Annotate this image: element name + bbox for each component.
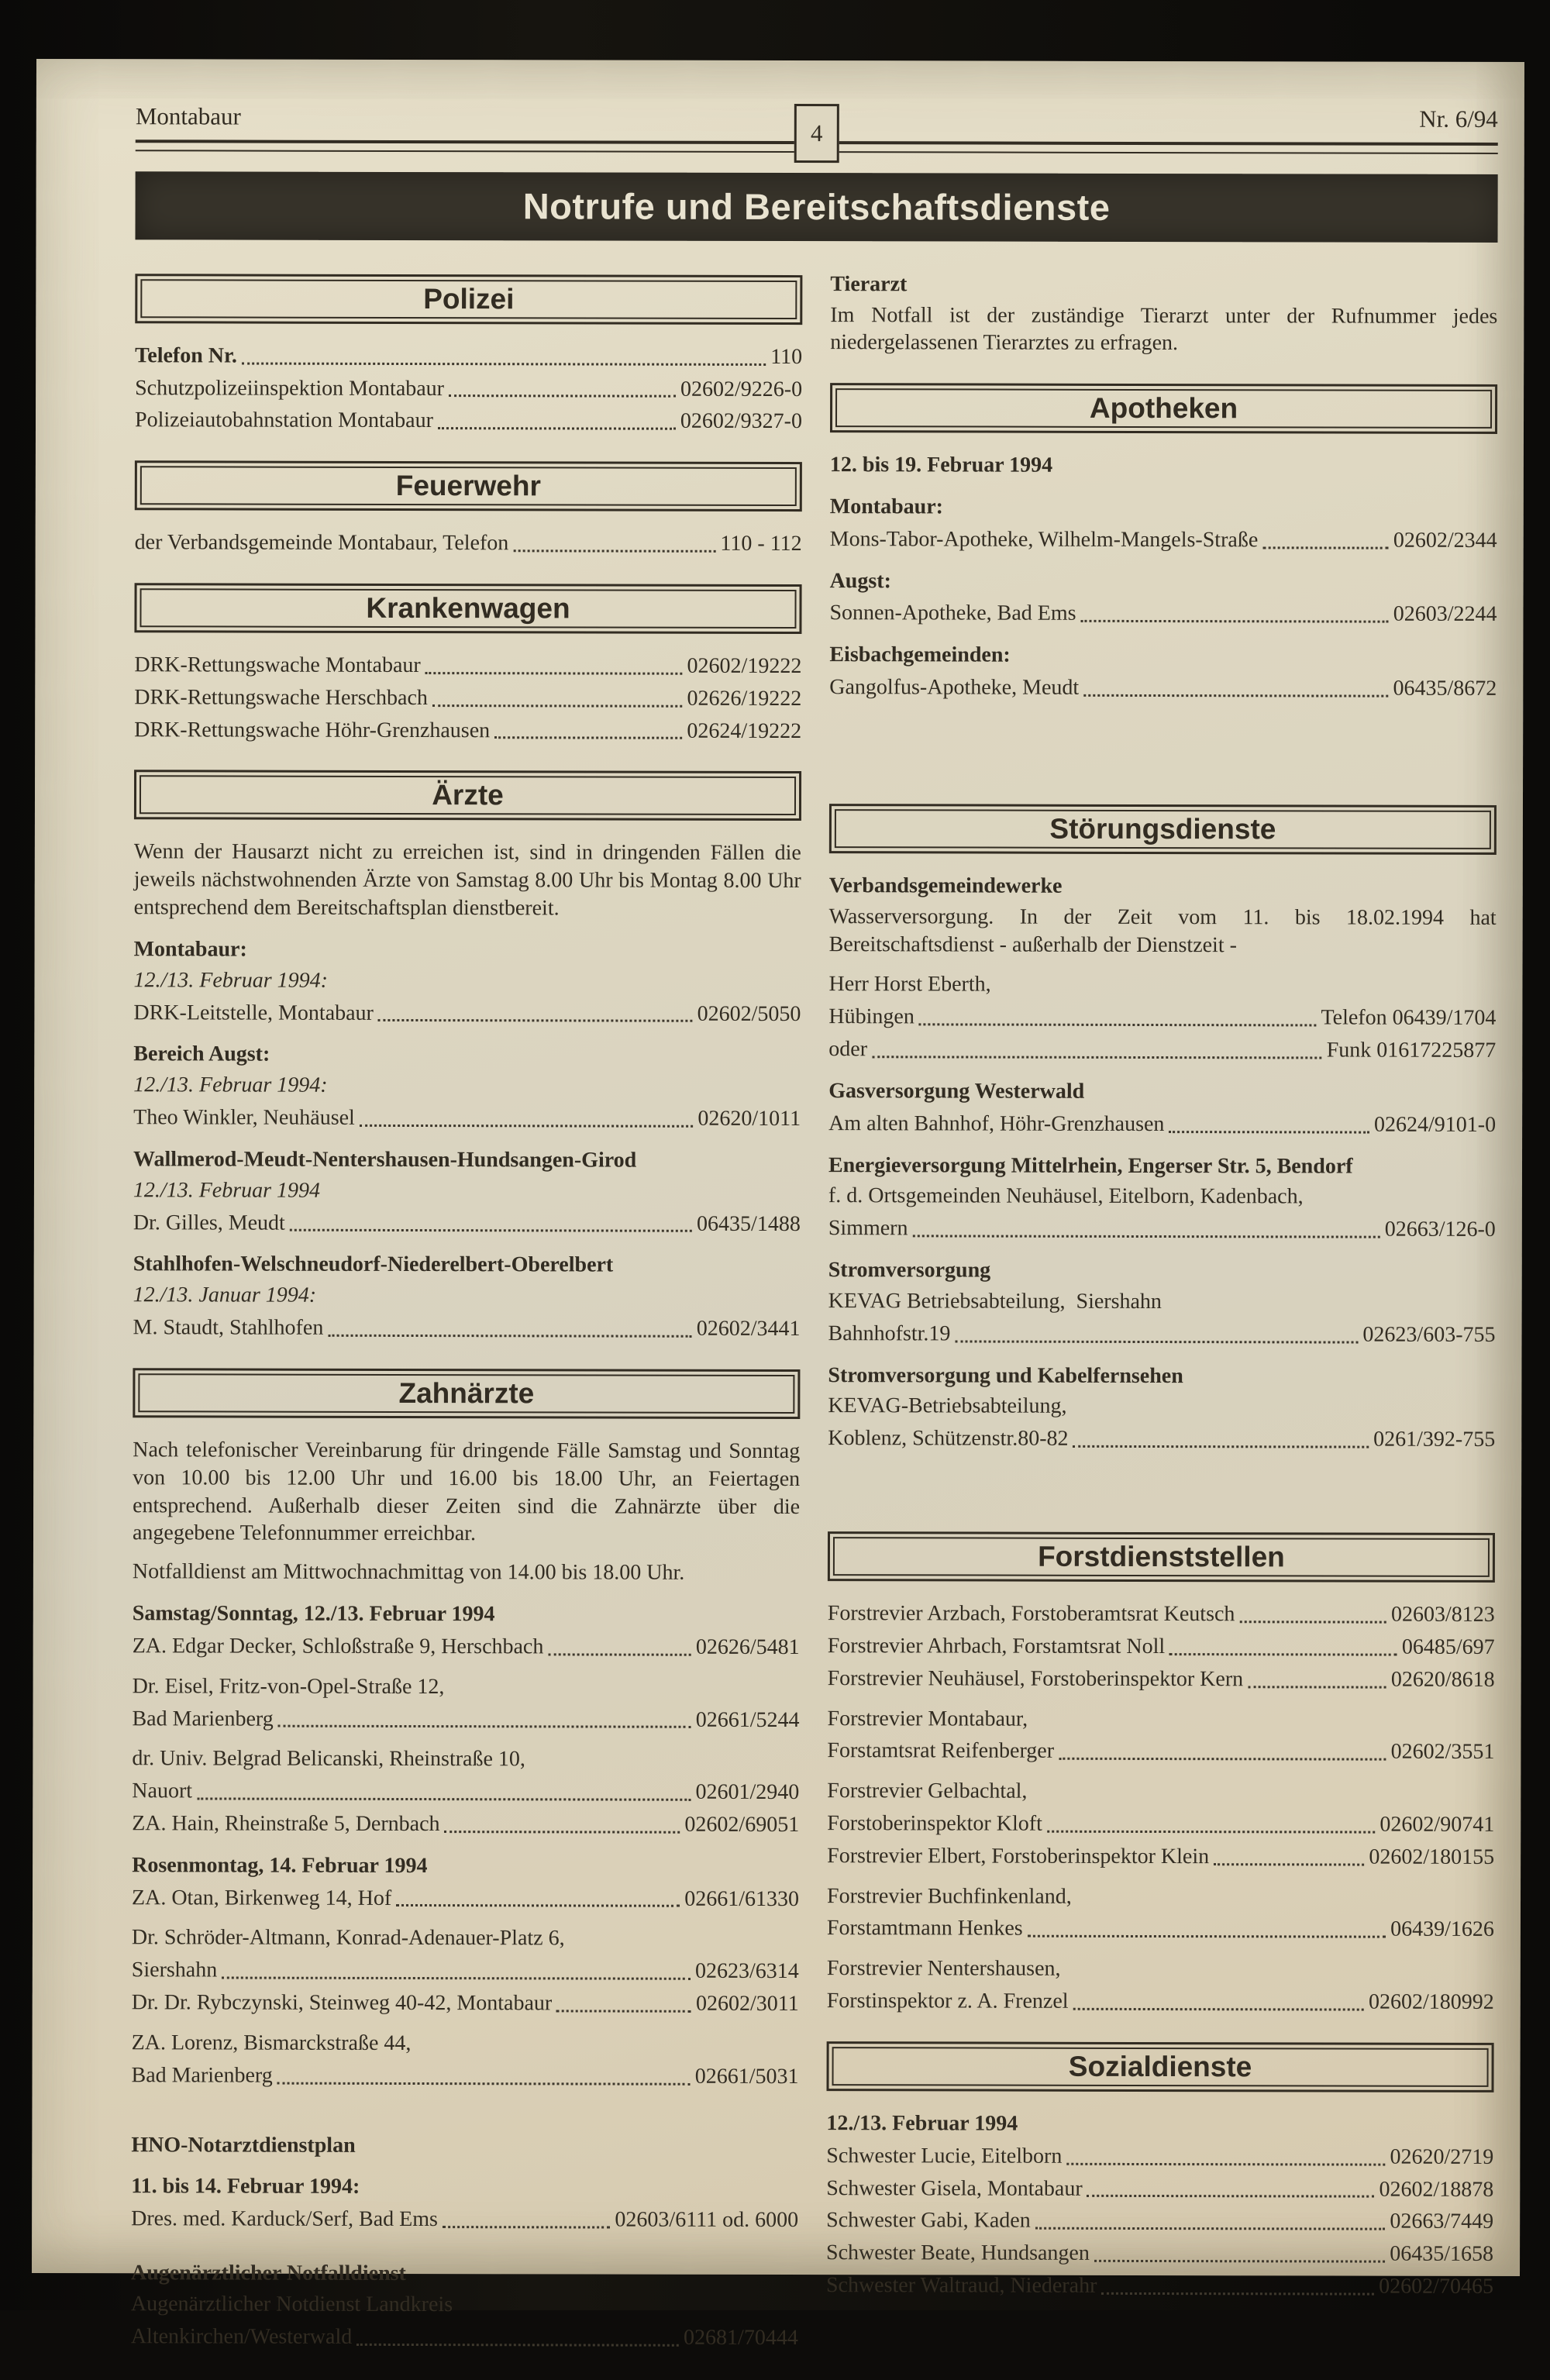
page-banner-title: Notrufe und Bereitschaftsdienste: [522, 184, 1111, 228]
section: [827, 1531, 1495, 2017]
dot-leader: [356, 2343, 679, 2346]
dot-leader: [449, 394, 676, 398]
entry-continuation: Forstrevier Buchfinkenland,: [826, 1883, 1072, 1909]
entry-label: Forstrevier Neuhäusel, Forstoberinspektor Kern: [827, 1665, 1244, 1691]
entry-label: Forstinspektor z. A. Frenzel: [826, 1989, 1069, 2013]
entry-continuation: Forstrevier Nentershausen,: [826, 1956, 1061, 1982]
entry-phone: 06435/8672: [1393, 676, 1497, 701]
paragraph: Wenn der Hausarzt nicht zu erreichen ist, sind in dringenden Fällen die jeweils nächstwohnenden Ärzte von Samstag 8.00 Uhr bis Montag 8.00 Uhr entsprechend dem Bereitschaftsplan dienstbereit.: [133, 839, 801, 921]
entry-label: Forstrevier Elbert, Forstoberinspektor Klein: [827, 1843, 1210, 1869]
entry-label: Bad Marienberg: [132, 1706, 274, 1731]
section: [135, 274, 802, 436]
spacer: [828, 1457, 1495, 1507]
dot-leader: [1083, 694, 1388, 697]
section-header-box: [135, 460, 802, 511]
entry-label: Forstamtmann Henkes: [826, 1916, 1023, 1941]
directory-entry: [133, 999, 801, 1028]
entry-phone: Telefon 06439/1704: [1321, 1005, 1497, 1031]
paper-sheet: [32, 59, 1524, 2350]
entry-label: Bad Marienberg: [131, 2063, 273, 2088]
entry-label: Forstamtsrat Reifenberger: [827, 1738, 1055, 1764]
entry-continuation: KEVAG Betriebsabteilung, Siershahn: [828, 1289, 1162, 1314]
entry-phone: 06435/1488: [697, 1211, 801, 1236]
entry-label: Sonnen-Apotheke, Bad Ems: [829, 601, 1076, 626]
dot-leader: [425, 672, 683, 675]
dot-leader: [277, 2082, 691, 2085]
entry-phone: 02661/5244: [695, 1707, 800, 1732]
directory-entry: [135, 374, 802, 404]
entry-continuation: Dr. Schröder-Altmann, Konrad-Adenauer-Platz 6,: [131, 1925, 565, 1951]
section: [133, 770, 802, 1343]
entry-label: Schwester Waltraud, Niederahr: [825, 2273, 1097, 2298]
entry-phone: 02601/2940: [695, 1779, 800, 1805]
section-title: Forstdienststellen: [1038, 1540, 1285, 1573]
dot-leader: [1101, 2292, 1374, 2296]
dot-leader: [1248, 1686, 1386, 1688]
entry-phone: 02663/7449: [1390, 2210, 1494, 2234]
page-banner: [136, 171, 1498, 243]
entry-phone: 02602/69051: [684, 1812, 800, 1838]
entry-label: Forstrevier Arzbach, Forstoberamtsrat Keutsch: [827, 1601, 1235, 1627]
dot-leader: [1073, 2008, 1364, 2011]
dot-leader: [1047, 1831, 1376, 1834]
section-title: Ärzte: [432, 779, 504, 811]
dot-leader: [912, 1235, 1380, 1238]
dot-leader: [1169, 1131, 1369, 1134]
dot-leader: [1066, 2162, 1385, 2165]
entry-phone: 02602/180992: [1368, 1989, 1494, 2015]
directory-entry: [135, 342, 802, 371]
entry-continuation: dr. Univ. Belgrad Belicanski, Rheinstraße 10,: [132, 1746, 525, 1772]
directory-entry: [133, 1632, 800, 1662]
directory-entry: [827, 1737, 1494, 1766]
entry-phone: 02603/2244: [1393, 602, 1497, 627]
dot-leader: [278, 1725, 691, 1728]
entry-phone: 02602/9327-0: [680, 409, 803, 434]
directory-entry: [830, 525, 1497, 555]
dot-leader: [432, 704, 683, 708]
directory-entry: [132, 1989, 799, 2018]
subheading: Energieversorgung Mittelrhein, Engerser Str. 5, Bendorf: [828, 1152, 1353, 1179]
entry-phone: 02602/9226-0: [680, 377, 803, 401]
directory-entry: [131, 2323, 798, 2352]
subheading: Bereich Augst:: [133, 1042, 270, 1067]
directory-entry: [133, 1104, 801, 1133]
entry-continuation: KEVAG-Betriebsabteilung,: [828, 1393, 1067, 1419]
date-line: 12./13. Januar 1994:: [133, 1283, 317, 1307]
entry-label: Gangolfus-Apotheke, Meudt: [829, 675, 1080, 700]
entry-phone: 02602/18878: [1379, 2177, 1494, 2202]
section: [826, 2041, 1494, 2301]
entry-label: Dres. med. Karduck/Serf, Bad Ems: [131, 2206, 438, 2232]
entry-label: Schwester Lucie, Eitelborn: [826, 2143, 1063, 2168]
dot-leader: [1262, 546, 1389, 549]
entry-continuation: Augenärztlicher Notdienst Landkreis: [130, 2292, 453, 2317]
section-title: Polizei: [423, 282, 515, 315]
directory-entry: [828, 1632, 1495, 1662]
directory-entry: [828, 1424, 1495, 1454]
directory-entry: [829, 600, 1497, 629]
entry-label: Forstoberinspektor Kloft: [827, 1811, 1042, 1836]
directory-entry: [133, 1209, 801, 1238]
section-title: Störungsdienste: [1049, 812, 1276, 846]
subheading: 12. bis 19. Februar 1994: [829, 453, 1053, 477]
subheading: HNO-Notarztdienstplan: [131, 2132, 356, 2158]
dot-leader: [1028, 1935, 1386, 1938]
dot-leader: [360, 1125, 694, 1128]
dot-leader: [443, 2226, 611, 2228]
section: [828, 804, 1497, 1507]
dot-leader: [438, 427, 676, 430]
section-header-box: [829, 804, 1497, 855]
entry-phone: 02620/8618: [1390, 1667, 1495, 1692]
entry-label: Dr. Dr. Rybczynski, Steinweg 40-42, Montabaur: [131, 1990, 553, 2016]
entry-phone: 02681/70444: [684, 2325, 798, 2350]
dot-leader: [955, 1340, 1358, 1343]
entry-continuation: ZA. Lorenz, Bismarckstraße 44,: [131, 2030, 412, 2055]
entry-label: oder: [828, 1037, 868, 1062]
dot-leader: [290, 1229, 692, 1232]
entry-label: DRK-Rettungswache Montabaur: [134, 653, 421, 678]
subheading: Tierarzt: [830, 271, 908, 297]
section: [135, 460, 802, 558]
section-header-box: [133, 1368, 800, 1419]
spacer: [829, 706, 1497, 779]
directory-entry: [132, 1777, 799, 1807]
directory-entry: [827, 1810, 1494, 1839]
directory-entry: [829, 673, 1497, 703]
section: [131, 1368, 801, 2352]
place-name: Montabaur: [135, 102, 241, 130]
entry-label: Bahnhofstr.19: [828, 1321, 951, 1346]
entry-continuation: f. d. Ortsgemeinden Neuhäusel, Eitelborn, Kadenbach,: [828, 1183, 1304, 1209]
entry-label: ZA. Hain, Rheinstraße 5, Dernbach: [132, 1811, 440, 1837]
dot-leader: [1239, 1621, 1386, 1623]
entry-phone: 02626/19222: [687, 686, 802, 711]
directory-entry: [133, 1314, 801, 1343]
entry-label: Schwester Gabi, Kaden: [826, 2208, 1031, 2234]
dot-leader: [197, 1797, 691, 1800]
directory-entry: [134, 651, 801, 680]
dot-leader: [445, 1831, 680, 1834]
entry-label: Altenkirchen/Westerwald: [130, 2324, 353, 2349]
entry-label: Polizeiautobahnstation Montabaur: [134, 408, 433, 433]
entry-phone: 02602/19222: [687, 653, 802, 679]
paragraph: Notfalldienst am Mittwochnachmittag von 14.00 bis 18.00 Uhr.: [132, 1559, 685, 1585]
entry-phone: 110 - 112: [720, 531, 802, 556]
dot-leader: [872, 1056, 1322, 1059]
entry-phone: 02602/3551: [1390, 1740, 1495, 1765]
entry-continuation: Dr. Eisel, Fritz-von-Opel-Straße 12,: [132, 1673, 445, 1699]
entry-phone: 02623/6314: [695, 1959, 799, 1984]
dot-leader: [1087, 2195, 1375, 2198]
entry-phone: Funk 01617225877: [1326, 1038, 1497, 1063]
directory-entry: [135, 529, 802, 558]
subheading: Montabaur:: [133, 937, 247, 962]
entry-phone: 02620/2719: [1390, 2144, 1494, 2169]
section-title: Sozialdienste: [1068, 2050, 1252, 2083]
date-line: 12./13. Februar 1994:: [133, 968, 328, 993]
entry-label: ZA. Edgar Decker, Schloßstraße 9, Herschbach: [132, 1634, 544, 1659]
entry-phone: 06485/697: [1401, 1634, 1495, 1659]
right-column: [826, 270, 1498, 2327]
entry-label: Hübingen: [828, 1004, 914, 1029]
directory-entry: [827, 1915, 1494, 1944]
dot-leader: [1169, 1653, 1397, 1656]
entry-label: Koblenz, Schützenstr.80-82: [828, 1426, 1069, 1451]
directory-entry: [135, 407, 802, 436]
directory-entry: [134, 716, 801, 746]
entry-phone: 06435/1658: [1390, 2241, 1494, 2267]
directory-entry: [134, 684, 801, 713]
entry-continuation: Herr Horst Eberth,: [828, 972, 991, 997]
entry-phone: 02661/5031: [694, 2064, 799, 2089]
subheading: Augst:: [829, 568, 891, 593]
entry-label: Am alten Bahnhof, Höhr-Grenzhausen: [828, 1111, 1165, 1136]
entry-continuation: Forstrevier Gelbachtal,: [827, 1779, 1028, 1803]
entry-phone: 02620/1011: [698, 1106, 801, 1131]
entry-label: Schutzpolizeiinspektion Montabaur: [135, 375, 445, 401]
entry-label: Schwester Gisela, Montabaur: [826, 2175, 1083, 2201]
entry-phone: 02624/9101-0: [1373, 1112, 1497, 1137]
section-header-box: [827, 2041, 1494, 2092]
entry-label: Theo Winkler, Neuhäusel: [133, 1105, 355, 1130]
entry-label: Dr. Gilles, Meudt: [133, 1210, 285, 1235]
entry-continuation: Forstrevier Montabaur,: [827, 1706, 1028, 1731]
directory-entry: [827, 1842, 1494, 1872]
entry-phone: 02602/3441: [696, 1316, 801, 1342]
directory-entry: [827, 1987, 1494, 2017]
paragraph: Wasserversorgung. In der Zeit vom 11. bis 18.02.1994 hat Bereitschaftsdienst - außerhalb der Dienstzeit -: [828, 904, 1497, 957]
dot-leader: [378, 1019, 693, 1022]
section-title: Krankenwagen: [366, 591, 570, 625]
page-number-box: [794, 104, 839, 163]
subheading: Augenärztlicher Notfalldienst: [130, 2261, 406, 2286]
entry-label: Simmern: [828, 1216, 908, 1241]
section-header-box: [135, 274, 802, 325]
entry-label: Schwester Beate, Hundsangen: [826, 2241, 1090, 2266]
section-title: Zahnärzte: [398, 1376, 535, 1410]
directory-entry: [132, 1705, 799, 1734]
directory-entry: [132, 2061, 799, 2091]
section: [829, 383, 1497, 779]
section-header-box: [134, 770, 801, 821]
entry-phone: 02626/5481: [695, 1634, 800, 1659]
subheading: Verbandsgemeindewerke: [828, 873, 1063, 898]
directory-entry: [828, 1214, 1496, 1244]
entry-label: M. Staudt, Stahlhofen: [133, 1315, 324, 1340]
entry-label: der Verbandsgemeinde Montabaur, Telefon: [134, 530, 509, 556]
subheading: Stromversorgung und Kabelfernsehen: [828, 1362, 1183, 1388]
entry-phone: 02623/603-755: [1362, 1322, 1496, 1347]
subheading: Rosenmontag, 14. Februar 1994: [132, 1853, 428, 1878]
entry-phone: 02663/126-0: [1384, 1217, 1496, 1242]
directory-entry: [132, 1957, 799, 1986]
dot-leader: [222, 1977, 691, 1980]
dot-leader: [396, 1904, 680, 1907]
left-column: [131, 269, 803, 2378]
two-column-layout: [131, 269, 1498, 2380]
subheading: Samstag/Sonntag, 12./13. Februar 1994: [132, 1601, 495, 1627]
entry-label: Forstrevier Ahrbach, Forstamtsrat Noll: [827, 1633, 1166, 1658]
directory-entry: [828, 1110, 1496, 1139]
directory-entry: [826, 2175, 1493, 2204]
directory-entry: [826, 2272, 1493, 2301]
dot-leader: [328, 1335, 691, 1338]
dot-leader: [1081, 620, 1389, 623]
entry-phone: 02602/70465: [1379, 2274, 1494, 2299]
paragraph: Im Notfall ist der zuständige Tierarzt unter der Rufnummer jedes niedergelassenen Tierarztes zu erfragen.: [830, 302, 1498, 356]
dot-leader: [1035, 2227, 1386, 2230]
dot-leader: [1073, 1445, 1369, 1448]
subheading: Gasversorgung Westerwald: [828, 1079, 1085, 1104]
dot-leader: [919, 1023, 1317, 1026]
section: [830, 270, 1497, 358]
entry-label: DRK-Rettungswache Höhr-Grenzhausen: [134, 717, 491, 742]
entry-phone: 06439/1626: [1390, 1917, 1494, 1942]
entry-phone: 02602/180155: [1369, 1844, 1495, 1869]
section-header-box: [134, 583, 801, 634]
entry-label: Mons-Tabor-Apotheke, Wilhelm-Mangels-Straße: [829, 526, 1259, 553]
entry-label: ZA. Otan, Birkenweg 14, Hof: [131, 1885, 392, 1910]
subheading: 11. bis 14. Februar 1994:: [131, 2174, 360, 2199]
directory-entry: [132, 1884, 799, 1913]
entry-phone: 0261/392-755: [1373, 1427, 1496, 1452]
directory-entry: [828, 1320, 1496, 1349]
entry-phone: 02603/8123: [1390, 1602, 1495, 1627]
entry-label: DRK-Leitstelle, Montabaur: [133, 1000, 374, 1025]
dot-leader: [1059, 1758, 1386, 1761]
section-title: Apotheken: [1089, 391, 1238, 425]
section-header-box: [830, 383, 1497, 434]
entry-phone: 02661/61330: [684, 1886, 800, 1911]
entry-label: Nauort: [132, 1779, 193, 1803]
dot-leader: [548, 1653, 691, 1655]
entry-phone: 02603/6111 od. 6000: [615, 2207, 799, 2233]
directory-entry: [132, 1810, 799, 1839]
directory-entry: [826, 2239, 1493, 2268]
entry-label: Siershahn: [131, 1958, 218, 1982]
spacer: [131, 2094, 798, 2119]
entry-label: Telefon Nr.: [135, 343, 237, 368]
issue-number: Nr. 6/94: [1419, 105, 1498, 133]
page-header: [136, 101, 1498, 153]
subheading: Montabaur:: [829, 494, 944, 519]
section: [134, 583, 801, 745]
subheading: Eisbachgemeinden:: [829, 642, 1011, 667]
page-number: 4: [811, 119, 823, 146]
section-title: Feuerwehr: [395, 470, 541, 502]
subheading: Stromversorgung: [828, 1258, 991, 1283]
dot-leader: [494, 737, 682, 740]
directory-entry: [828, 1665, 1495, 1694]
entry-phone: 02602/90741: [1380, 1812, 1495, 1837]
date-line: 12./13. Februar 1994: [133, 1178, 321, 1203]
directory-entry: [828, 1600, 1495, 1629]
paragraph: Nach telefonischer Vereinbarung für dringende Fälle Samstag und Sonntag von 10.00 bis 12.00 Uhr und 16.00 bis 18.00 Uhr, an Feiertagen entsprechend. Außerhalb dieser Zeiten sind die Zahnärzte über die angegebene Telefonnummer erreichbar.: [132, 1438, 801, 1546]
directory-entry: [828, 1003, 1496, 1032]
entry-phone: 02602/5050: [697, 1001, 801, 1026]
directory-entry: [826, 2142, 1493, 2172]
dot-leader: [1094, 2260, 1385, 2263]
dot-leader: [513, 549, 715, 553]
entry-label: DRK-Rettungswache Herschbach: [134, 685, 428, 710]
spacer: [131, 2237, 798, 2247]
directory-entry: [828, 1035, 1496, 1065]
entry-phone: 02624/19222: [687, 718, 802, 743]
dot-leader: [1214, 1863, 1364, 1865]
dot-leader: [556, 2010, 691, 2012]
entry-phone: 110: [770, 344, 803, 369]
dot-leader: [242, 362, 766, 365]
subheading: Stahlhofen-Welschneudorf-Niederelbert-Oberelbert: [133, 1252, 614, 1277]
section-header-box: [828, 1531, 1495, 1583]
directory-entry: [826, 2207, 1493, 2237]
directory-entry: [131, 2206, 798, 2235]
subheading: Wallmerod-Meudt-Nentershausen-Hundsangen-Girod: [133, 1147, 637, 1173]
entry-phone: 02602/3011: [695, 1991, 799, 2017]
date-line: 12./13. Februar 1994:: [133, 1073, 328, 1098]
entry-phone: 02602/2344: [1393, 528, 1497, 553]
subheading: 12./13. Februar 1994: [826, 2111, 1018, 2136]
